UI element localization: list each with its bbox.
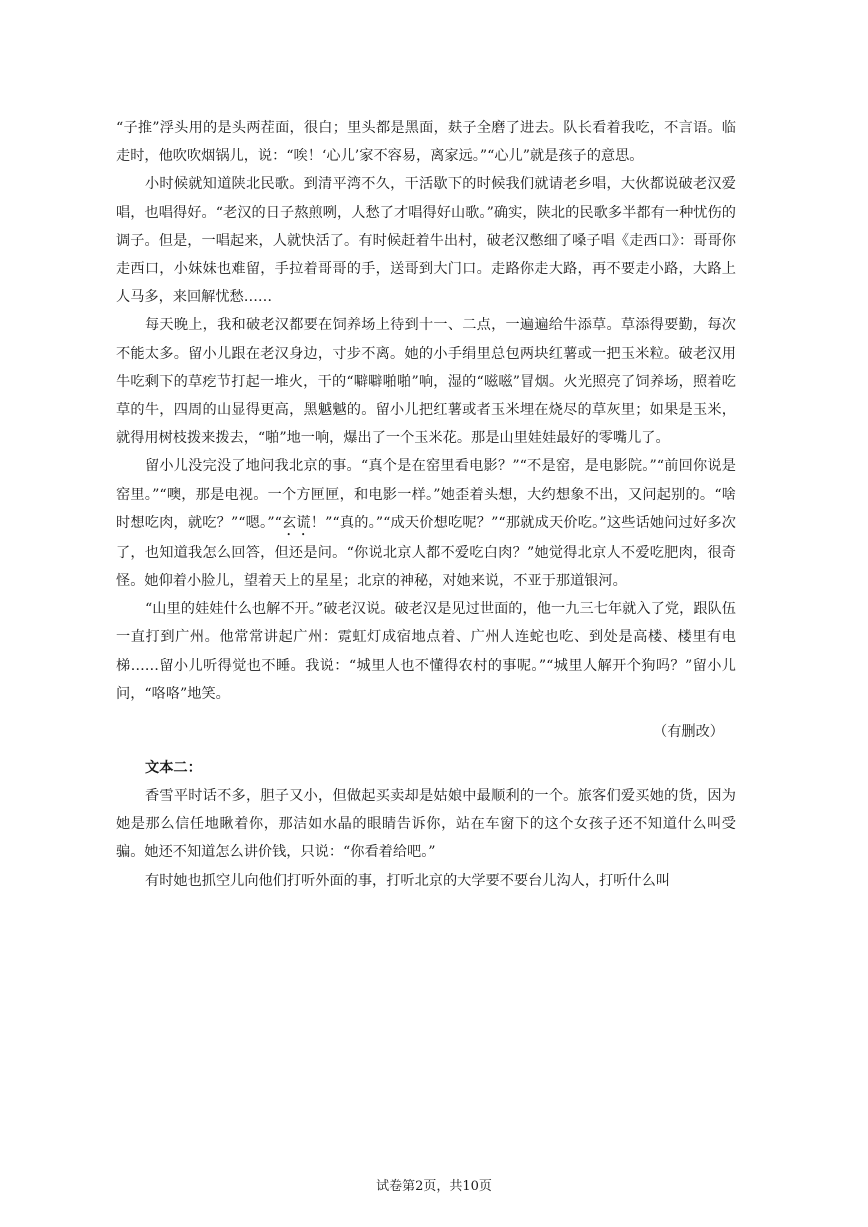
- emphasized-term: 玄谎: [281, 514, 311, 531]
- paragraph-4: [116, 452, 736, 595]
- text-two-heading: 文本二：: [145, 760, 202, 777]
- page-content: [116, 114, 736, 895]
- text-two-paragraph-2: 有时她也抓空儿向他们打听外面的事，打听北京的大学要不要台儿沟人，打听什么叫: [145, 872, 670, 889]
- paragraph-5: “山里的娃娃什么也解不开。”破老汉说。破老汉是见过世面的，他一九三七年就入了党，跟队伍一直打到广州。他常常讲起广州：霓虹灯成宿地点着、广州人连蛇也吃、到处是高楼、楼里有电梯……留小儿听得觉也不睡。我说：“城里人也不懂得农村的事呢。”“城里人解开个狗吗？”留小儿问，“咯咯”地笑。: [116, 601, 736, 702]
- edit-note: （有删改）: [653, 724, 724, 741]
- text-two-paragraph-1: 香雪平时话不多，胆子又小，但做起买卖却是姑娘中最顺利的一个。旅客们爱买她的货，因为她是那么信任地瞅着你，那洁如水晶的眼睛告诉你，站在车窗下的这个女孩子还不知道什么叫受骗。她还不知道怎么讲价钱，只说：“你看着给吧。”: [116, 788, 736, 861]
- paragraph-3: 每天晚上，我和破老汉都要在饲养场上待到十一、二点，一遍遍给牛添草。草添得要勤，每次不能太多。留小儿跟在老汉身边，寸步不离。她的小手绢里总包两块红薯或一把玉米粒。破老汉用牛吃剩下的草疙节打起一堆火，干的“噼噼啪啪”响，湿的“嗞嗞”冒烟。火光照亮了饲养场，照着吃草的牛，四周的山显得更高，黑魆魆的。留小儿把红薯或者玉米埋在烧尽的草灰里；如果是玉米，就得用树枝拨来拨去，“啪”地一响，爆出了一个玉米花。那是山里娃娃最好的零嘴儿了。: [116, 317, 736, 447]
- page-footer: 试卷第2页，共10页: [376, 1179, 492, 1194]
- paragraph-2: 小时候就知道陕北民歌。到清平湾不久，干活歇下的时候我们就请老乡唱，大伙都说破老汉爱唱，也唱得好。“老汉的日子熬煎咧，人愁了才唱得好山歌。”确实，陕北的民歌多半都有一种忧伤的调子。但是，一唱起来，人就快活了。有时候赶着牛出村，破老汉憋细了嗓子唱《走西口》：哥哥你走西口，小妹妹也难留，手拉着哥哥的手，送哥到大门口。走路你走大路，再不要走小路，大路上人马多，来回解忧愁……: [116, 176, 736, 306]
- paragraph-4-part-b: ！”“真的。”“成天价想吃呢？”“那就成天价吃。”这些话她问过好多次了，也知道我怎么回答，但还是问。“你说北京人都不爱吃白肉？”她觉得北京人不爱吃肥肉，很奇怪。她仰着小脸儿，望着天上的星星；北京的神秘，对她来说，不亚于那道银河。: [116, 514, 736, 590]
- paragraph-1: “子推”浮头用的是头两茬面，很白；里头都是黑面，麸子全磨了进去。队长看着我吃，不言语。临走时，他吹吹烟锅儿，说：“唉！‘心儿’家不容易，离家远。”“心儿”就是孩子的意思。: [116, 120, 736, 165]
- paragraph-4-part-a: 留小儿没完没了地问我北京的事。“真个是在窑里看电影？”“不是窑，是电影院。”“前回你说是窑里。”“噢，那是电视。一个方匣匣，和电影一样。”她歪着头想，大约想象不出，又问起别的。“啥时想吃肉，就吃？”“嗯。”“: [116, 458, 736, 531]
